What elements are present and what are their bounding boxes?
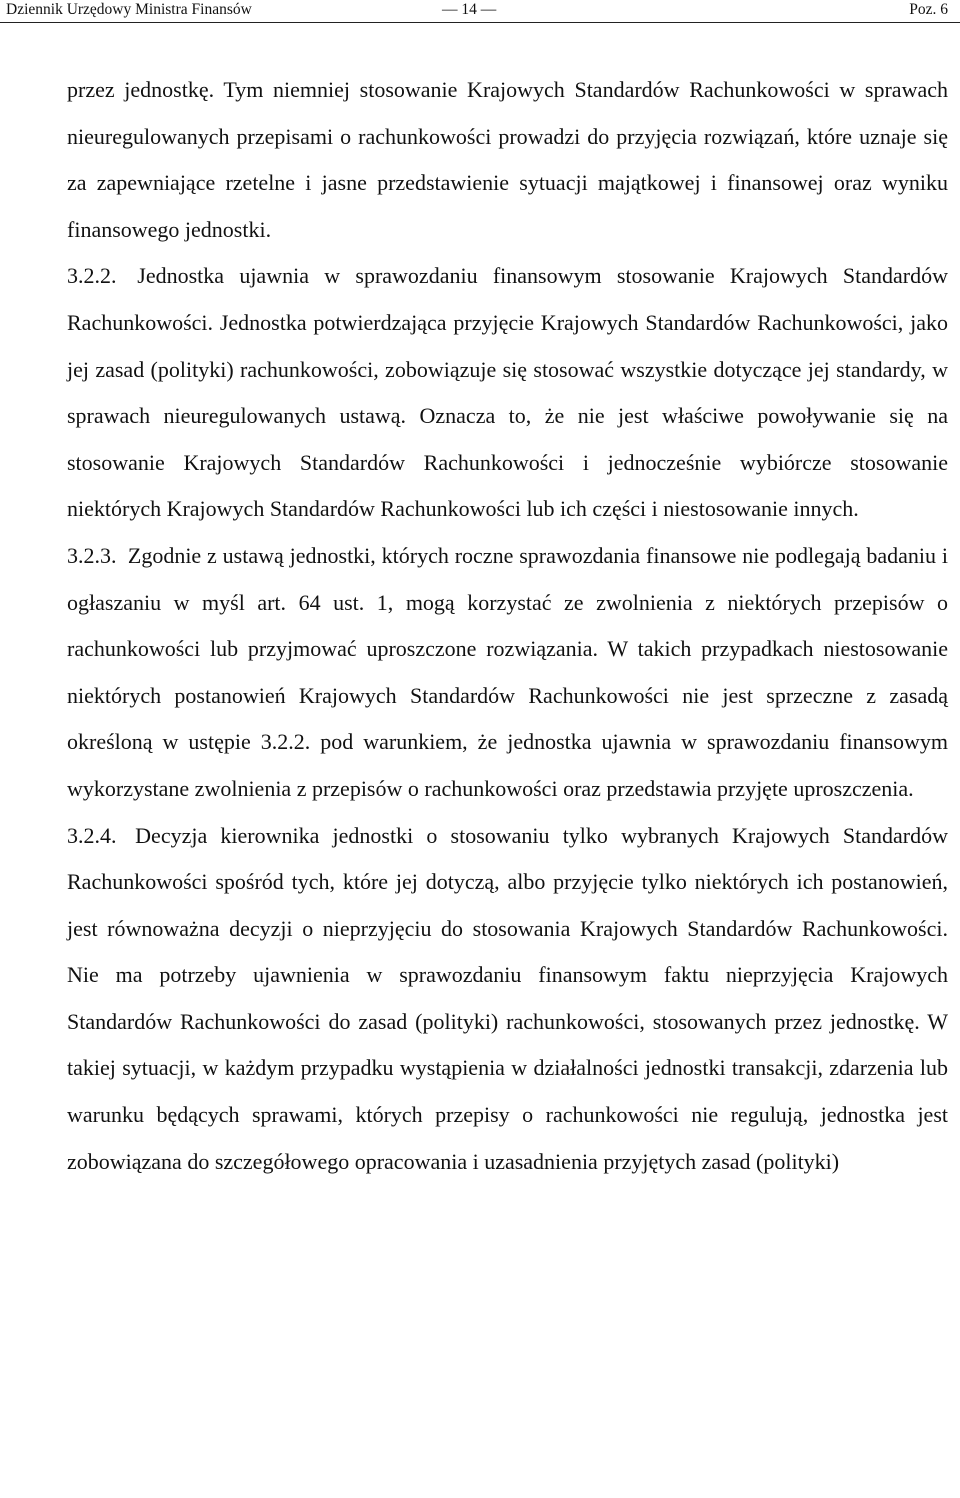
paragraph-text: Jednostka ujawnia w sprawozdaniu finansowym stosowanie Krajowych Standardów Rachunkowości. Jednostka potwierdzająca przyjęcie Krajowych Standardów Rachunkowości, jako jej zasad (polityki) rachunkowości, zobowiązuje się stosować wszystkie dotyczące jej standardy, w sprawach nieuregulowanych ustawą. Oznacza to, że nie jest właściwe powoływanie się na stosowanie Krajowych Standardów Rachunkowości i jednocześnie wybiórcze stosowanie niektórych Krajowych Standardów Rachunkowości lub ich części i niestosowanie innych. [67, 263, 949, 522]
page-header [0, 0, 960, 22]
paragraph-text: Zgodnie z ustawą jednostki, których roczne sprawozdania finansowe nie podlegają badaniu i ogłaszaniu w myśl art. 64 ust. 1, mogą korzystać ze zwolnienia z niektórych przepisów o rachunkowości lub przyjmować uproszczone rozwiązania. W takich przypadkach niestosowanie niektórych postanowień Krajowych Standardów Rachunkowości nie jest sprzeczne z zasadą określoną w ustępie 3.2.2. pod warunkiem, że jednostka ujawnia w sprawozdaniu finansowym wykorzystane zwolnienia z przepisów o rachunkowości oraz przedstawia przyjęte uproszczenia. [67, 542, 949, 801]
paragraph-3-2-4 [67, 813, 948, 1186]
paragraph-text: przez jednostkę. Tym niemniej stosowanie Krajowych Standardów Rachunkowości w sprawach nieuregulowanych przepisami o rachunkowości prowadzi do przyjęcia rozwiązań, które uznaje się za zapewniające rzetelne i jasne przedstawienie sytuacji majątkowej i finansowej oraz wyniku finansowego jednostki. [67, 77, 948, 242]
document-body [67, 67, 948, 1185]
header-journal-title: Dziennik Urzędowy Ministra Finansów [6, 1, 252, 18]
header-position: Poz. 6 [909, 1, 948, 18]
paragraph-text: Decyzja kierownika jednostki o stosowaniu tylko wybranych Krajowych Standardów Rachunkowości spośród tych, które jej dotyczą, albo przyjęcie tylko niektórych ich postanowień, jest równoważna decyzji o nieprzyjęciu do stosowania Krajowych Standardów Rachunkowości. Nie ma potrzeby ujawnienia w sprawozdaniu finansowym faktu nieprzyjęcia Krajowych Standardów Rachunkowości do zasad (polityki) rachunkowości, stosowanych przez jednostkę. W takiej sytuacji, w każdym przypadku wystąpienia w działalności jednostki transakcji, zdarzenia lub warunku będących sprawami, których przepisy o rachunkowości nie regulują, jednostka jest zobowiązana do szczegółowego opracowania i uzasadnienia przyjętych zasad (polityki) [67, 822, 948, 1174]
paragraph-3-2-2 [67, 253, 948, 533]
paragraph-number: 3.2.4. [67, 822, 117, 848]
header-page-number: — 14 — [442, 1, 497, 18]
paragraph-continuation [67, 67, 948, 253]
paragraph-number: 3.2.3. [67, 542, 117, 568]
paragraph-3-2-3 [67, 533, 948, 813]
header-rule [0, 22, 960, 23]
paragraph-number: 3.2.2. [67, 263, 117, 289]
